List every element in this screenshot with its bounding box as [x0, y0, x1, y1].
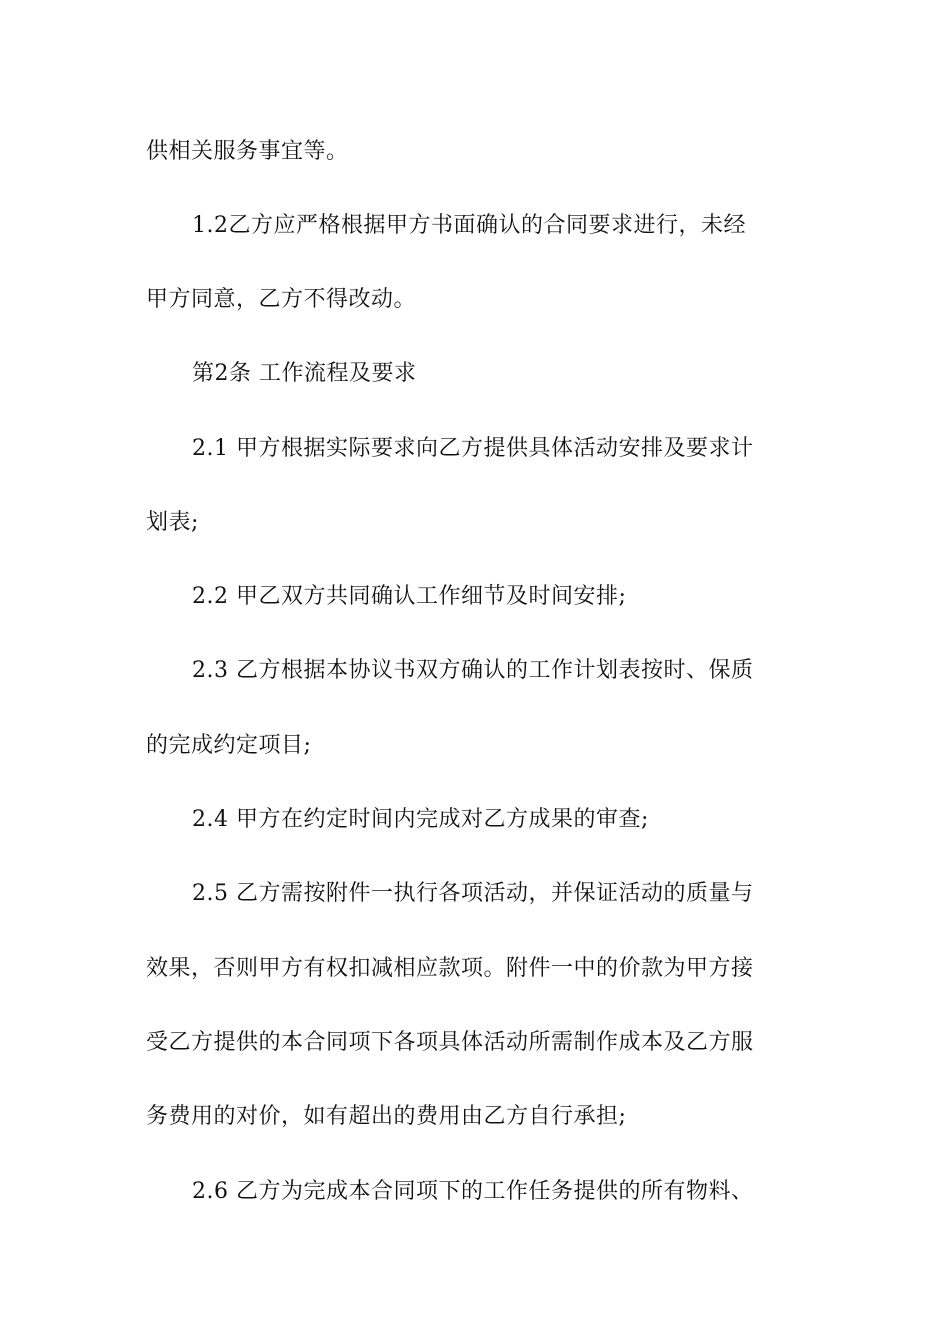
text-line: 1.2乙方应严格根据甲方书面确认的合同要求进行，未经 [192, 213, 746, 238]
text-line: 效果，否则甲方有权扣减相应款项。附件一中的价款为甲方接 [146, 956, 754, 981]
text-line: 2.5 乙方需按附件一执行各项活动，并保证活动的质量与 [192, 881, 754, 906]
text-line: 供相关服务事宜等。 [146, 139, 349, 164]
text-line: 2.2 甲乙双方共同确认工作细节及时间安排; [192, 584, 627, 609]
text-line: 2.4 甲方在约定时间内完成对乙方成果的审查; [192, 807, 649, 832]
text-line: 划表; [146, 510, 199, 535]
text-line: 受乙方提供的本合同项下各项具体活动所需制作成本及乙方服 [146, 1030, 754, 1055]
text-line: 甲方同意，乙方不得改动。 [146, 287, 417, 312]
text-line: 务费用的对价，如有超出的费用由乙方自行承担; [146, 1104, 627, 1129]
text-line: 2.3 乙方根据本协议书双方确认的工作计划表按时、保质 [192, 658, 754, 683]
text-line: 2.6 乙方为完成本合同项下的工作任务提供的所有物料、 [192, 1179, 754, 1204]
text-line: 2.1 甲方根据实际要求向乙方提供具体活动安排及要求计 [192, 436, 754, 461]
text-line: 的完成约定项目; [146, 733, 312, 758]
section-heading: 第2条 工作流程及要求 [192, 361, 417, 386]
